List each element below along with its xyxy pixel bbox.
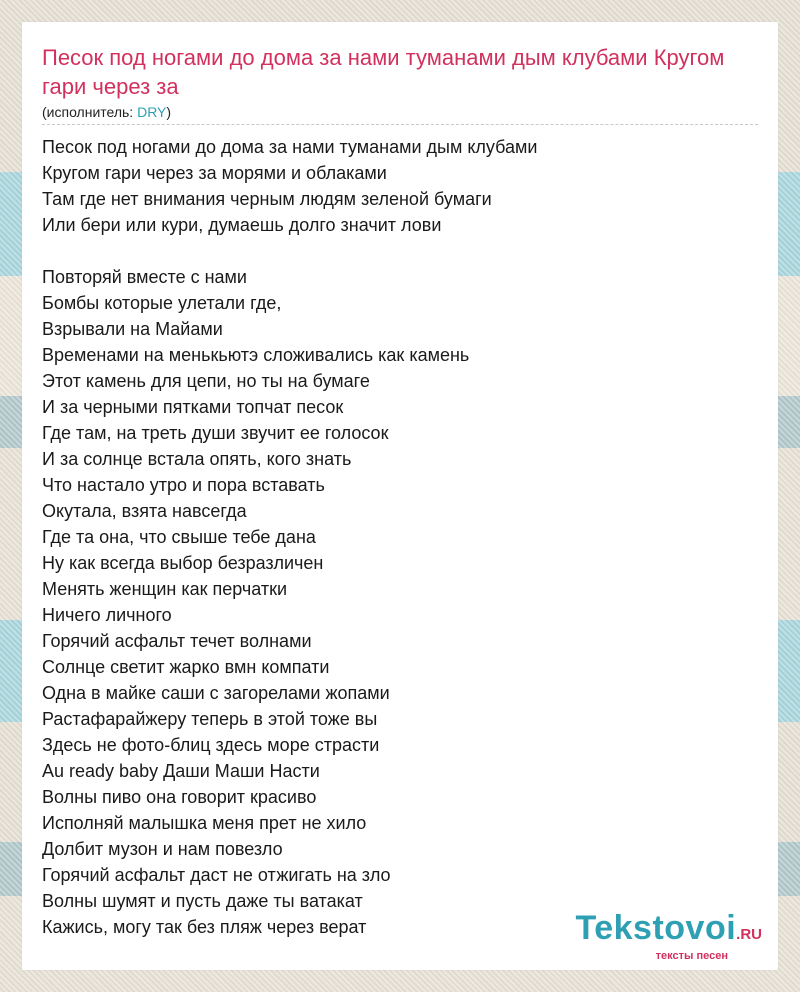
- lyric-line: Au ready baby Даши Маши Насти: [42, 761, 320, 781]
- lyric-line: Долбит музон и нам повезло: [42, 839, 283, 859]
- artist-link[interactable]: DRY: [137, 104, 167, 120]
- lyric-line: Повторяй вместе с нами: [42, 267, 247, 287]
- logo-main-text: Tekstovoi: [575, 909, 737, 947]
- logo-wordmark: [575, 910, 762, 953]
- lyric-line: Ну как всегда выбор безразличен: [42, 553, 324, 573]
- lyric-line: Где та она, что свыше тебе дана: [42, 527, 316, 547]
- logo-tld: .RU: [736, 926, 762, 943]
- lyric-line: Растафарайжеру теперь в этой тоже вы: [42, 709, 378, 729]
- lyric-line: Окутала, взята навсегда: [42, 501, 247, 521]
- lyric-line: Что настало утро и пора вставать: [42, 475, 325, 495]
- artist-suffix: ): [166, 104, 172, 120]
- lyric-line: Где там, на треть души звучит ее голосок: [42, 423, 389, 443]
- lyric-line: Или бери или кури, думаешь долго значит лови: [42, 215, 442, 235]
- lyric-line: Исполняй малышка меня прет не хило: [42, 813, 367, 833]
- lyric-line: И за солнце встала опять, кого знать: [42, 449, 352, 469]
- lyric-line: Там где нет внимания черным людям зеленой бумаги: [42, 189, 492, 209]
- lyric-line: Временами на менькьютэ сложивались как камень: [42, 345, 470, 365]
- lyrics-text: [42, 134, 758, 940]
- lyric-line: Взрывали на Майами: [42, 319, 223, 339]
- lyric-line: И за черными пятками топчат песок: [42, 397, 344, 417]
- artist-line: [42, 104, 171, 120]
- lyric-line: Волны пиво она говорит красиво: [42, 787, 317, 807]
- lyric-line: Горячий асфальт даст не отжигать на зло: [42, 865, 391, 885]
- song-title: Песок под ногами до дома за нами туманами дым клубами Кругом гари через за: [42, 45, 725, 99]
- lyric-line: Кругом гари через за морями и облаками: [42, 163, 387, 183]
- lyric-line: Этот камень для цепи, но ты на бумаге: [42, 371, 370, 391]
- lyric-line: Кажись, могу так без пляж через верат: [42, 917, 367, 937]
- lyric-line: Горячий асфальт течет волнами: [42, 631, 312, 651]
- lyric-line: Ничего личного: [42, 605, 172, 625]
- lyric-line: Менять женщин как перчатки: [42, 579, 288, 599]
- logo-tagline: тексты песен: [655, 950, 728, 962]
- lyric-line: Песок под ногами до дома за нами туманами дым клубами: [42, 137, 538, 157]
- lyric-line: Волны шумят и пусть даже ты ватакат: [42, 891, 363, 911]
- lyric-blank-line: [42, 238, 758, 264]
- site-logo[interactable]: [575, 910, 762, 962]
- lyric-line: Солнце светит жарко вмн компати: [42, 657, 330, 677]
- dashed-divider: [42, 124, 758, 125]
- lyric-line: Здесь не фото-блиц здесь море страсти: [42, 735, 380, 755]
- artist-prefix: (исполнитель:: [42, 104, 138, 120]
- lyric-line: Бомбы которые улетали где,: [42, 293, 282, 313]
- lyrics-card: [22, 22, 778, 970]
- lyric-line: Одна в майке саши с загорелами жопами: [42, 683, 390, 703]
